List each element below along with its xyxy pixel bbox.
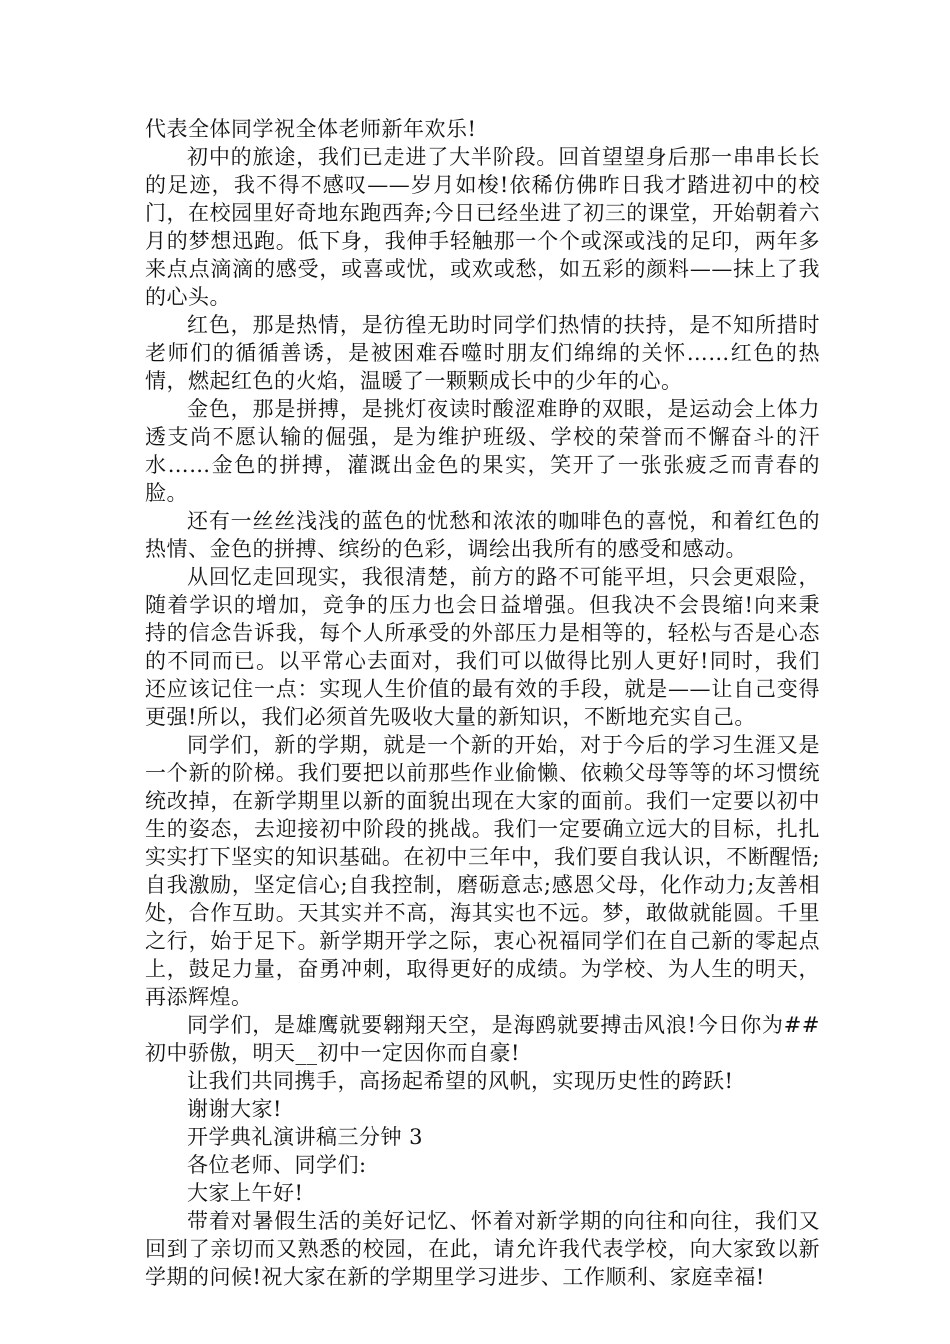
paragraph: 从回忆走回现实，我很清楚，前方的路不可能平坦，只会更艰险，随着学识的增加，竞争的压力也会日益增强。但我决不会畏缩!向来秉持的信念告诉我，每个人所承受的外部压力是相等的，轻松与否是心态的不同而已。以平常心去面对，我们可以做得比别人更好!同时，我们还应该记住一点：实现人生价值的最有效的手段，就是——让自己变得更强!所以，我们必须首先吸收大量的新知识，不断地充实自己。 (145, 565, 820, 729)
paragraph: 同学们，是雄鹰就要翱翔天空，是海鸥就要搏击风浪!今日你为##初中骄傲，明天__初中一定因你而自豪! (145, 1013, 820, 1065)
greeting: 大家上午好! (187, 1181, 304, 1205)
paragraph: 代表全体同学祝全体老师新年欢乐! (145, 117, 477, 141)
paragraph: 红色，那是热情，是彷徨无助时同学们热情的扶持，是不知所措时老师们的循循善诱，是被困难吞噬时朋友们绵绵的关怀……红色的热情，燃起红色的火焰，温暖了一颗颗成长中的少年的心。 (145, 313, 820, 393)
paragraph: 金色，那是拼搏，是挑灯夜读时酸涩难睁的双眼，是运动会上体力透支尚不愿认输的倔强，是为维护班级、学校的荣誉而不懈奋斗的汗水……金色的拼搏，灌溉出金色的果实，笑开了一张张疲乏而青春的脸。 (145, 397, 820, 505)
salutation: 各位老师、同学们: (187, 1153, 367, 1177)
closing-thanks: 谢谢大家! (187, 1097, 282, 1121)
paragraph: 初中的旅途，我们已走进了大半阶段。回首望望身后那一串串长长的足迹，我不得不感叹——岁月如梭!依稀仿佛昨日我才踏进初中的校门，在校园里好奇地东跑西奔;今日已经坐进了初三的课堂，开始朝着六月的梦想迅跑。低下身，我伸手轻触那一个个或深或浅的足印，两年多来点点滴滴的感受，或喜或忧，或欢或愁，如五彩的颜料——抹上了我的心头。 (145, 145, 820, 309)
paragraph: 同学们，新的学期，就是一个新的开始，对于今后的学习生涯又是一个新的阶梯。我们要把以前那些作业偷懒、依赖父母等等的坏习惯统统改掉，在新学期里以新的面貌出现在大家的面前。我们一定要以初中生的姿态，去迎接初中阶段的挑战。我们一定要确立远大的目标，扎扎实实打下坚实的知识基础。在初中三年中，我们要自我认识，不断醒悟;自我激励，坚定信心;自我控制，磨砺意志;感恩父母，化作动力;友善相处，合作互助。天其实并不高，海其实也不远。梦，敢做就能圆。千里之行，始于足下。新学期开学之际，衷心祝福同学们在自己新的零起点上，鼓足力量，奋勇冲刺，取得更好的成绩。为学校、为人生的明天，再添辉煌。 (145, 733, 820, 1009)
paragraph: 还有一丝丝浅浅的蓝色的忧愁和浓浓的咖啡色的喜悦，和着红色的热情、金色的拼搏、缤纷的色彩，调绘出我所有的感受和感动。 (145, 509, 820, 561)
document-body (145, 115, 820, 1291)
section-title: 开学典礼演讲稿三分钟 3 (187, 1125, 424, 1149)
paragraph: 让我们共同携手，高扬起希望的风帆，实现历史性的跨跃! (187, 1069, 734, 1093)
paragraph: 带着对暑假生活的美好记忆、怀着对新学期的向往和向往，我们又回到了亲切而又熟悉的校园，在此，请允许我代表学校，向大家致以新学期的问候!祝大家在新的学期里学习进步、工作顺利、家庭幸福! (145, 1209, 820, 1289)
